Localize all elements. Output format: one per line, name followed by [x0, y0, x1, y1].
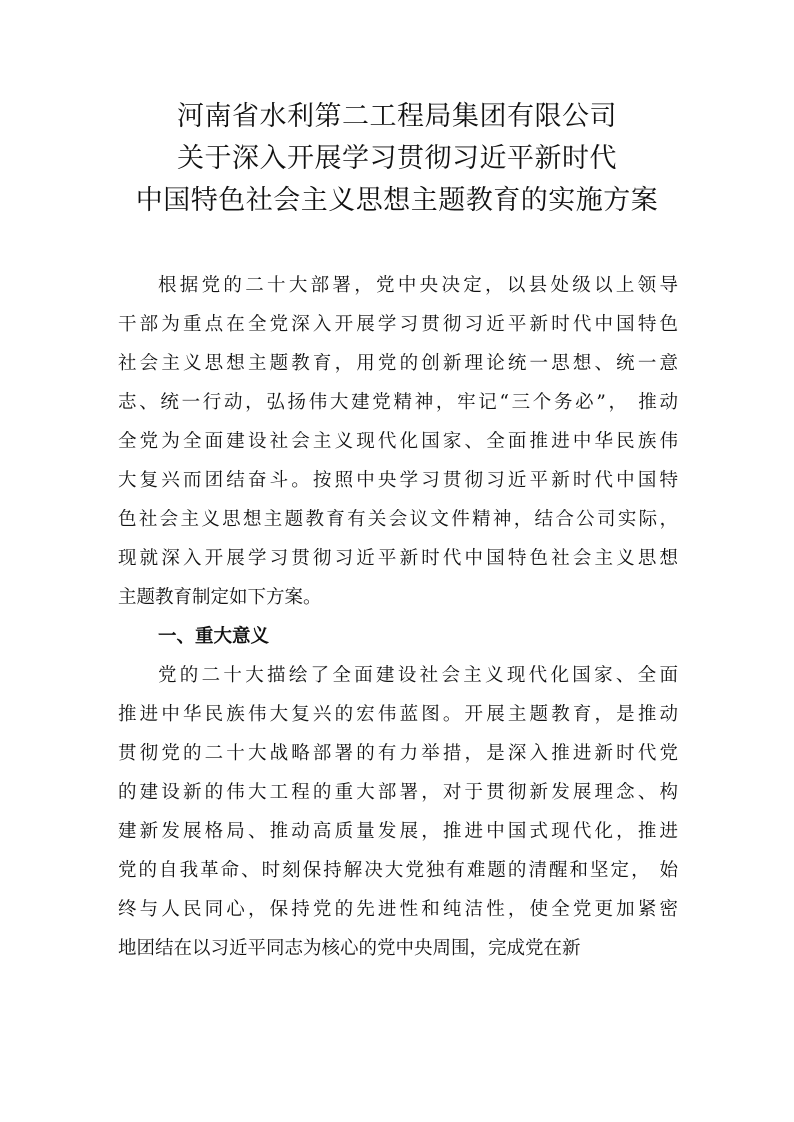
document-body: [118, 266, 678, 968]
paragraph-line: 终与人民同心，保持党的先进性和纯洁性，使全党更加紧密: [118, 899, 678, 920]
paragraph-line: 干部为重点在全党深入开展学习贯彻习近平新时代中国特色: [118, 314, 678, 335]
paragraph-significance: [118, 656, 678, 968]
paragraph-line: 的建设新的伟大工程的重大部署，对于贯彻新发展理念、构: [118, 782, 678, 803]
paragraph-line: 地团结在以习近平同志为核心的党中央周围，完成党在新: [118, 938, 581, 959]
paragraph-line: 根据党的二十大部署，党中央决定，以县处级以上领导: [158, 275, 678, 296]
paragraph-line: 色社会主义思想主题教育有关会议文件精神，结合公司实际，: [118, 509, 678, 530]
paragraph-line: 社会主义思想主题教育，用党的创新理论统一思想、统一意: [118, 353, 678, 374]
paragraph-line: 党的自我革命、时刻保持解决大党独有难题的清醒和坚定， 始: [118, 860, 678, 881]
section-heading-significance: 一、重大意义: [158, 626, 270, 647]
paragraph-line: 现就深入开展学习贯彻习近平新时代中国特色社会主义思想: [118, 548, 678, 569]
paragraph-line: 建新发展格局、推动高质量发展，推进中国式现代化，推进: [118, 821, 678, 842]
title-line-2: 关于深入开展学习贯彻习近平新时代: [177, 143, 617, 174]
paragraph-line: 贯彻党的二十大战略部署的有力举措，是深入推进新时代党: [118, 743, 678, 764]
title-line-3: 中国特色社会主义思想主题教育的实施方案: [135, 185, 659, 216]
paragraph-line: 主题教育制定如下方案。: [118, 587, 322, 608]
title-line-1: 河南省水利第二工程局集团有限公司: [177, 101, 617, 132]
paragraph-line: 全党为全面建设社会主义现代化国家、全面推进中华民族伟: [118, 431, 678, 452]
paragraph-line: 党的二十大描绘了全面建设社会主义现代化国家、全面: [158, 665, 678, 686]
paragraph-line: 大复兴而团结奋斗。按照中央学习贯彻习近平新时代中国特: [118, 470, 678, 491]
paragraph-intro: [118, 266, 678, 617]
paragraph-line: 推进中华民族伟大复兴的宏伟蓝图。开展主题教育，是推动: [118, 704, 678, 725]
paragraph-line: 志、统一行动，弘扬伟大建党精神，牢记“三个务必”， 推动: [118, 392, 678, 413]
document-title: [0, 96, 794, 222]
